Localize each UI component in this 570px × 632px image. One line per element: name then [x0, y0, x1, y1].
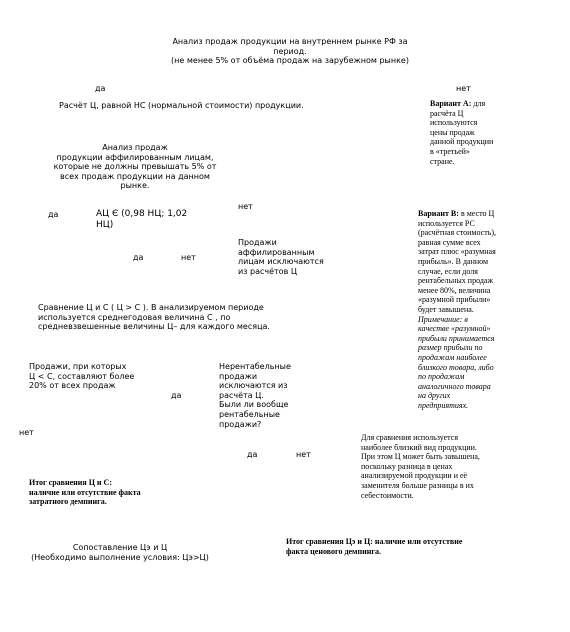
variant-b-note-line: близкого товара, либо	[418, 362, 494, 372]
closest-line: При этом Ц может быть завышена,	[361, 452, 480, 462]
variant-b-note-line: на других	[418, 391, 451, 401]
variant-b-line: равная сумме всех	[418, 237, 481, 247]
block-result-cost-dumping	[29, 478, 141, 507]
compare-line: Сравнение Ц и С ( Ц > С ). В анализируемом периоде	[38, 303, 264, 312]
affiliated-line: всех продаж продукции на данном	[60, 171, 210, 181]
variant-b-note-line: Примечание: в	[418, 314, 468, 324]
compare-line: средневзвешенные величины Ц– для каждого месяца.	[38, 322, 270, 332]
variant-b-line: в место Ц	[460, 209, 495, 218]
acc-line-1: АЦ Є (0,98 НЦ; 1,02	[96, 209, 188, 219]
affiliated-line: рынке.	[120, 181, 150, 191]
variant-b-note-line: размер прибыли по	[418, 343, 483, 353]
block-sales-under-cost	[29, 362, 134, 391]
variant-b-line: рентабельных продаж	[418, 276, 493, 286]
branch-label-yes: да	[247, 450, 258, 459]
branch-label-yes: да	[48, 210, 59, 219]
acc-line-2: НЦ)	[96, 219, 114, 230]
unprofitable-line: Нерентабельные	[219, 362, 291, 371]
branch-label-no: нет	[296, 450, 311, 459]
block-variant-a	[430, 99, 525, 166]
variant-a-line: в «третьей»	[430, 146, 470, 156]
variant-b-title: Вариант В:	[418, 209, 459, 218]
block-calc-nc: Расчёт Ц, равной НС (нормальной стоимости) продукции.	[59, 101, 304, 110]
page-title	[150, 37, 430, 66]
variant-a-line: используются	[430, 118, 478, 128]
branch-label-yes: да	[133, 253, 144, 262]
title-line-1: Анализ продаж продукции на внутреннем рынке РФ за	[172, 37, 408, 46]
variant-a-line: цены продаж	[430, 127, 475, 137]
closest-line: Для сравнения используется	[361, 433, 458, 442]
excluded-line: аффилированным	[238, 247, 315, 257]
excluded-line: Продажи	[238, 238, 277, 247]
variant-b-line: затрат плюс «разумная	[418, 247, 496, 257]
block-acc-condition	[96, 209, 187, 231]
unprofitable-line: рентабельные	[219, 409, 280, 419]
branch-label-yes: да	[171, 391, 182, 400]
block-unprofitable-excluded	[219, 362, 291, 429]
excluded-line: лицам исключаются	[238, 257, 324, 267]
unprofitable-line: исключаются из	[219, 381, 288, 391]
variant-a-line: для	[473, 99, 486, 108]
block-result-price-dumping	[286, 537, 462, 556]
closest-line: заменителя больше разницы в их	[361, 480, 474, 490]
sales-under-line: Ц < С, составляют более	[29, 371, 135, 381]
variant-a-title: Вариант А:	[430, 99, 472, 108]
branch-label-yes: да	[95, 84, 106, 93]
variant-a-line: расчёта Ц	[430, 108, 464, 118]
sales-under-line: Продажи, при которых	[29, 362, 127, 371]
branch-label-no: нет	[19, 428, 34, 437]
variant-b-line: будет завышена.	[418, 304, 474, 314]
block-variant-b	[418, 209, 528, 410]
block-compare-price-cost	[38, 303, 270, 332]
result-c-line: наличие или отсутствие факта	[29, 487, 141, 497]
compare-line: используется среднегодовая величина С , по	[38, 312, 231, 322]
sales-under-line: 20% от всех продаж	[29, 381, 116, 391]
branch-label-no: нет	[181, 253, 196, 262]
variant-b-note-line: аналогичного товара	[418, 381, 491, 391]
title-line-3: (не менее 5% от объёма продаж на зарубежном рынке)	[171, 56, 409, 66]
closest-line: наиболее близкий вид продукции.	[361, 442, 477, 452]
excluded-line: из расчётов Ц	[238, 266, 298, 276]
variant-b-line: (расчётная стоимость),	[418, 228, 497, 238]
result-ce-line: факта ценового демпинга.	[286, 546, 381, 556]
branch-label-no: нет	[456, 84, 471, 93]
result-c-line: Итог сравнения Ц и С:	[29, 478, 112, 487]
block-affiliated-excluded	[238, 238, 324, 276]
closest-line: анализируемой продукции и её	[361, 471, 468, 481]
unprofitable-line: продажи?	[219, 419, 262, 429]
variant-b-line: менее 80%, величина	[418, 285, 491, 295]
result-c-line: затратного демпинга.	[29, 497, 107, 507]
compare-ce-line-1: Сопоставление Цэ и Ц	[72, 543, 168, 552]
unprofitable-line: Были ли вообще	[219, 400, 289, 410]
variant-b-note-line: прибыли принимается	[418, 333, 495, 343]
variant-b-line: прибыль». В данном	[418, 256, 489, 266]
branch-label-no: нет	[238, 202, 253, 211]
variant-b-line: случае, если доля	[418, 266, 478, 276]
variant-b-note-line: по продажам	[418, 372, 465, 382]
result-ce-line: Итог сравнения Цэ и Ц: наличие или отсутствие	[286, 537, 463, 546]
variant-b-line: используется РС	[418, 218, 475, 228]
variant-b-note-line: продажам наиболее	[418, 352, 487, 362]
block-affiliated-analysis	[45, 143, 225, 191]
affiliated-line: продукции аффилированным лицам,	[56, 152, 214, 162]
variant-b-note-line: предприятиях.	[418, 400, 469, 410]
variant-b-line: «разумной прибыли»	[418, 295, 491, 305]
variant-b-note-line: качестве «разумной»	[418, 324, 491, 334]
variant-a-line: стране.	[430, 156, 455, 166]
block-compare-export-price	[20, 543, 220, 562]
affiliated-line: которые не должны превышать 5% от	[53, 162, 217, 172]
closest-line: поскольку разница в ценах	[361, 461, 453, 471]
variant-a-line: данной продукции	[430, 137, 494, 147]
compare-ce-line-2: (Необходимо выполнение условия: Цэ>Ц)	[31, 552, 209, 562]
title-line-2: период.	[273, 46, 307, 56]
closest-line: себестоимости.	[361, 490, 414, 500]
unprofitable-line: продажи	[219, 371, 258, 381]
block-closest-product	[361, 433, 480, 500]
affiliated-line: Анализ продаж	[102, 143, 168, 152]
unprofitable-line: расчёта Ц.	[219, 390, 264, 400]
